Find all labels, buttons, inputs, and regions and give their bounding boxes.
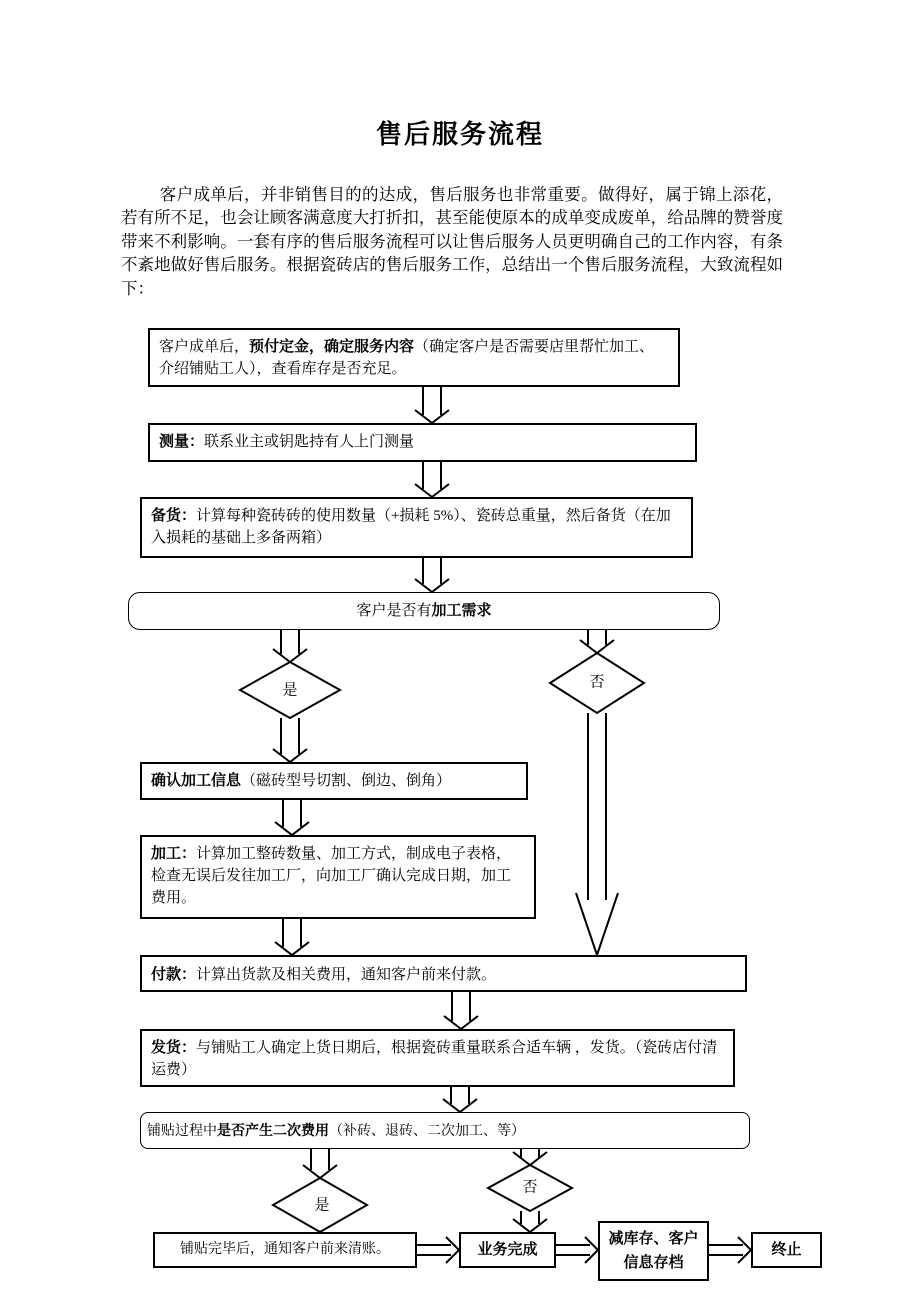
decision2-no-label: 否 — [522, 1179, 538, 1196]
down-arrow — [273, 718, 307, 762]
down-arrow — [273, 630, 307, 662]
flow-box-end: 终止 — [751, 1232, 822, 1268]
confirm-post: （磁砖型号切割、倒边、倒角） — [241, 773, 452, 789]
long-down-arrow-no-branch — [576, 713, 618, 955]
flow-box-measure — [148, 423, 697, 462]
payment-text: 计算出货款及相关费用，通知客户前来付款。 — [196, 967, 497, 983]
decision1-no-label: 否 — [589, 674, 605, 691]
down-arrow — [275, 800, 309, 835]
secondary-fee-pre: 铺贴过程中 — [147, 1124, 217, 1139]
flow-box-confirm-info — [140, 762, 528, 800]
right-arrow — [556, 1237, 598, 1263]
secondary-fee-post: （补砖、退砖、二次加工、等） — [329, 1124, 525, 1139]
flow-decision-secondary-fee — [140, 1112, 750, 1149]
decision2-yes-label: 是 — [314, 1197, 330, 1214]
deposit-text-pre: 客户成单后， — [159, 339, 250, 355]
process-text: 计算加工整砖数量、加工方式，制成电子表格，检查无误后发往加工厂，向加工厂确认完成日期，加工费用。 — [151, 846, 512, 906]
process-label: 加工： — [151, 846, 197, 862]
flow-box-delivery — [140, 1029, 735, 1087]
decision1-yes-label: 是 — [282, 682, 298, 699]
delivery-label: 发货： — [151, 1040, 197, 1056]
confirm-bold: 确认加工信息 — [151, 773, 242, 789]
down-arrow — [275, 919, 309, 955]
flow-decision-need-processing — [128, 592, 720, 630]
down-arrow — [580, 630, 614, 653]
down-arrow — [415, 558, 449, 592]
measure-label: 测量： — [159, 434, 205, 450]
need-processing-bold: 加工需求 — [431, 603, 492, 619]
down-arrow — [415, 462, 449, 497]
flow-box-process — [140, 835, 536, 919]
intro-paragraph: 客户成单后，并非销售目的的达成，售后服务也非常重要。做得好，属于锦上添花，若有所不足，也会让顾客满意度大打折扣，甚至能使原本的成单变成废单，给品牌的赞誉度带来不利影响。一套有序的售后服务流程可以让售后服务人员更明确自己的工作内容，有条不紊地做好售后服务。根据瓷砖店的售后服务工作，总结出一个售后服务流程，大致流程如下： — [121, 185, 783, 298]
right-arrow — [709, 1237, 751, 1263]
down-arrow — [415, 387, 449, 423]
down-arrow — [443, 1087, 477, 1112]
down-arrow — [303, 1149, 337, 1178]
flow-box-complete: 业务完成 — [459, 1232, 556, 1268]
deposit-text-post: （确定客户是否需要店里帮忙加工、介绍铺贴工人），查看库存是否充足。 — [159, 339, 655, 377]
payment-label: 付款： — [151, 967, 197, 983]
measure-text: 联系业主或钥匙持有人上门测量 — [204, 434, 415, 450]
need-processing-text — [356, 600, 491, 622]
secondary-fee-bold: 是否产生二次费用 — [217, 1124, 329, 1139]
flow-box-deposit — [148, 328, 680, 387]
deposit-text-bold: 预付定金，确定服务内容 — [249, 339, 415, 355]
flow-box-payment — [140, 955, 747, 992]
flow-box-archive: 减库存、客户信息存档 — [598, 1221, 709, 1281]
flow-box-settle: 铺贴完毕后，通知客户前来清账。 — [153, 1232, 417, 1268]
down-arrow — [513, 1211, 547, 1232]
right-arrow — [417, 1237, 459, 1263]
page-title: 售后服务流程 — [375, 120, 544, 149]
down-arrow — [444, 992, 478, 1029]
down-arrow — [513, 1149, 547, 1165]
delivery-text: 与铺贴工人确定上货日期后，根据瓷砖重量联系合适车辆 ，发货。（瓷砖店付清运费） — [151, 1040, 718, 1078]
stock-label: 备货： — [151, 508, 197, 524]
stock-text: 计算每种瓷砖砖的使用数量（+损耗 5%）、瓷砖总重量，然后备货（在加入损耗的基础上多备两箱） — [151, 508, 671, 546]
need-processing-pre: 客户是否有 — [356, 603, 432, 619]
flow-box-stock — [140, 497, 693, 558]
